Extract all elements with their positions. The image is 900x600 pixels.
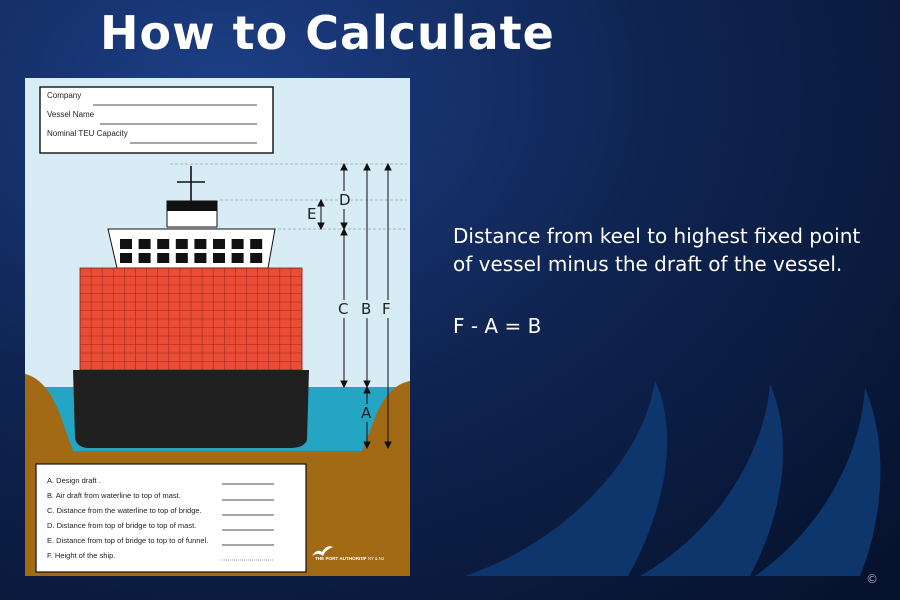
legend-item-b: B. Air draft from waterline to top of mast. [47,491,181,500]
bridge-window [213,239,225,249]
bridge-window [194,239,206,249]
label-e: E [307,205,317,223]
label-b: B [361,300,372,318]
explanation-line-1: Distance from keel to highest fixed point [453,224,861,248]
vessel-info-form [40,87,273,153]
container-grid [80,268,302,370]
bridge-window [232,253,244,263]
label-f: F [382,300,391,318]
bridge-window [194,253,206,263]
funnel [167,201,217,227]
bridge-window [232,239,244,249]
bridge-window [176,239,188,249]
logo-suffix: OF NY & NJ [361,556,384,561]
bridge-window [120,239,132,249]
legend-item-e: E. Distance from top of bridge to top to of funnel. [47,536,209,545]
label-a: A [361,404,372,422]
bridge-deck [108,229,275,268]
logo-brand: THE PORT AUTHORITY [315,556,367,561]
decorative-wave-logo [450,360,900,600]
form-field-label-teu: Nominal TEU Capacity [47,129,128,138]
copyright-symbol: © [866,572,878,586]
bridge-window [250,253,262,263]
formula: F - A = B [453,314,542,338]
label-c: C [338,300,349,318]
legend-item-c: C. Distance from the waterline to top of bridge. [47,506,202,515]
measurement-legend [36,464,306,572]
ship-hull [73,370,309,448]
bridge-window [213,253,225,263]
form-field-label-company: Company [47,91,82,100]
bridge-window [139,239,151,249]
legend-item-a: A. Design draft . [47,476,101,485]
wave-shape-1 [465,380,667,576]
legend-item-d: D. Distance from top of bridge to top of mast. [47,521,197,530]
label-d: D [339,191,351,209]
form-field-label-vessel-name: Vessel Name [47,110,95,119]
bridge-window [120,253,132,263]
bridge-window [157,239,169,249]
explanation-line-2: of vessel minus the draft of the vessel. [453,252,843,276]
page-title: How to Calculate [100,6,555,60]
bridge-window [250,239,262,249]
explanation-panel [453,222,883,340]
legend-item-f: F. Height of the ship. [47,551,116,560]
bridge-window [157,253,169,263]
bridge-window [176,253,188,263]
bridge-window [139,253,151,263]
vessel-diagram [25,78,410,576]
